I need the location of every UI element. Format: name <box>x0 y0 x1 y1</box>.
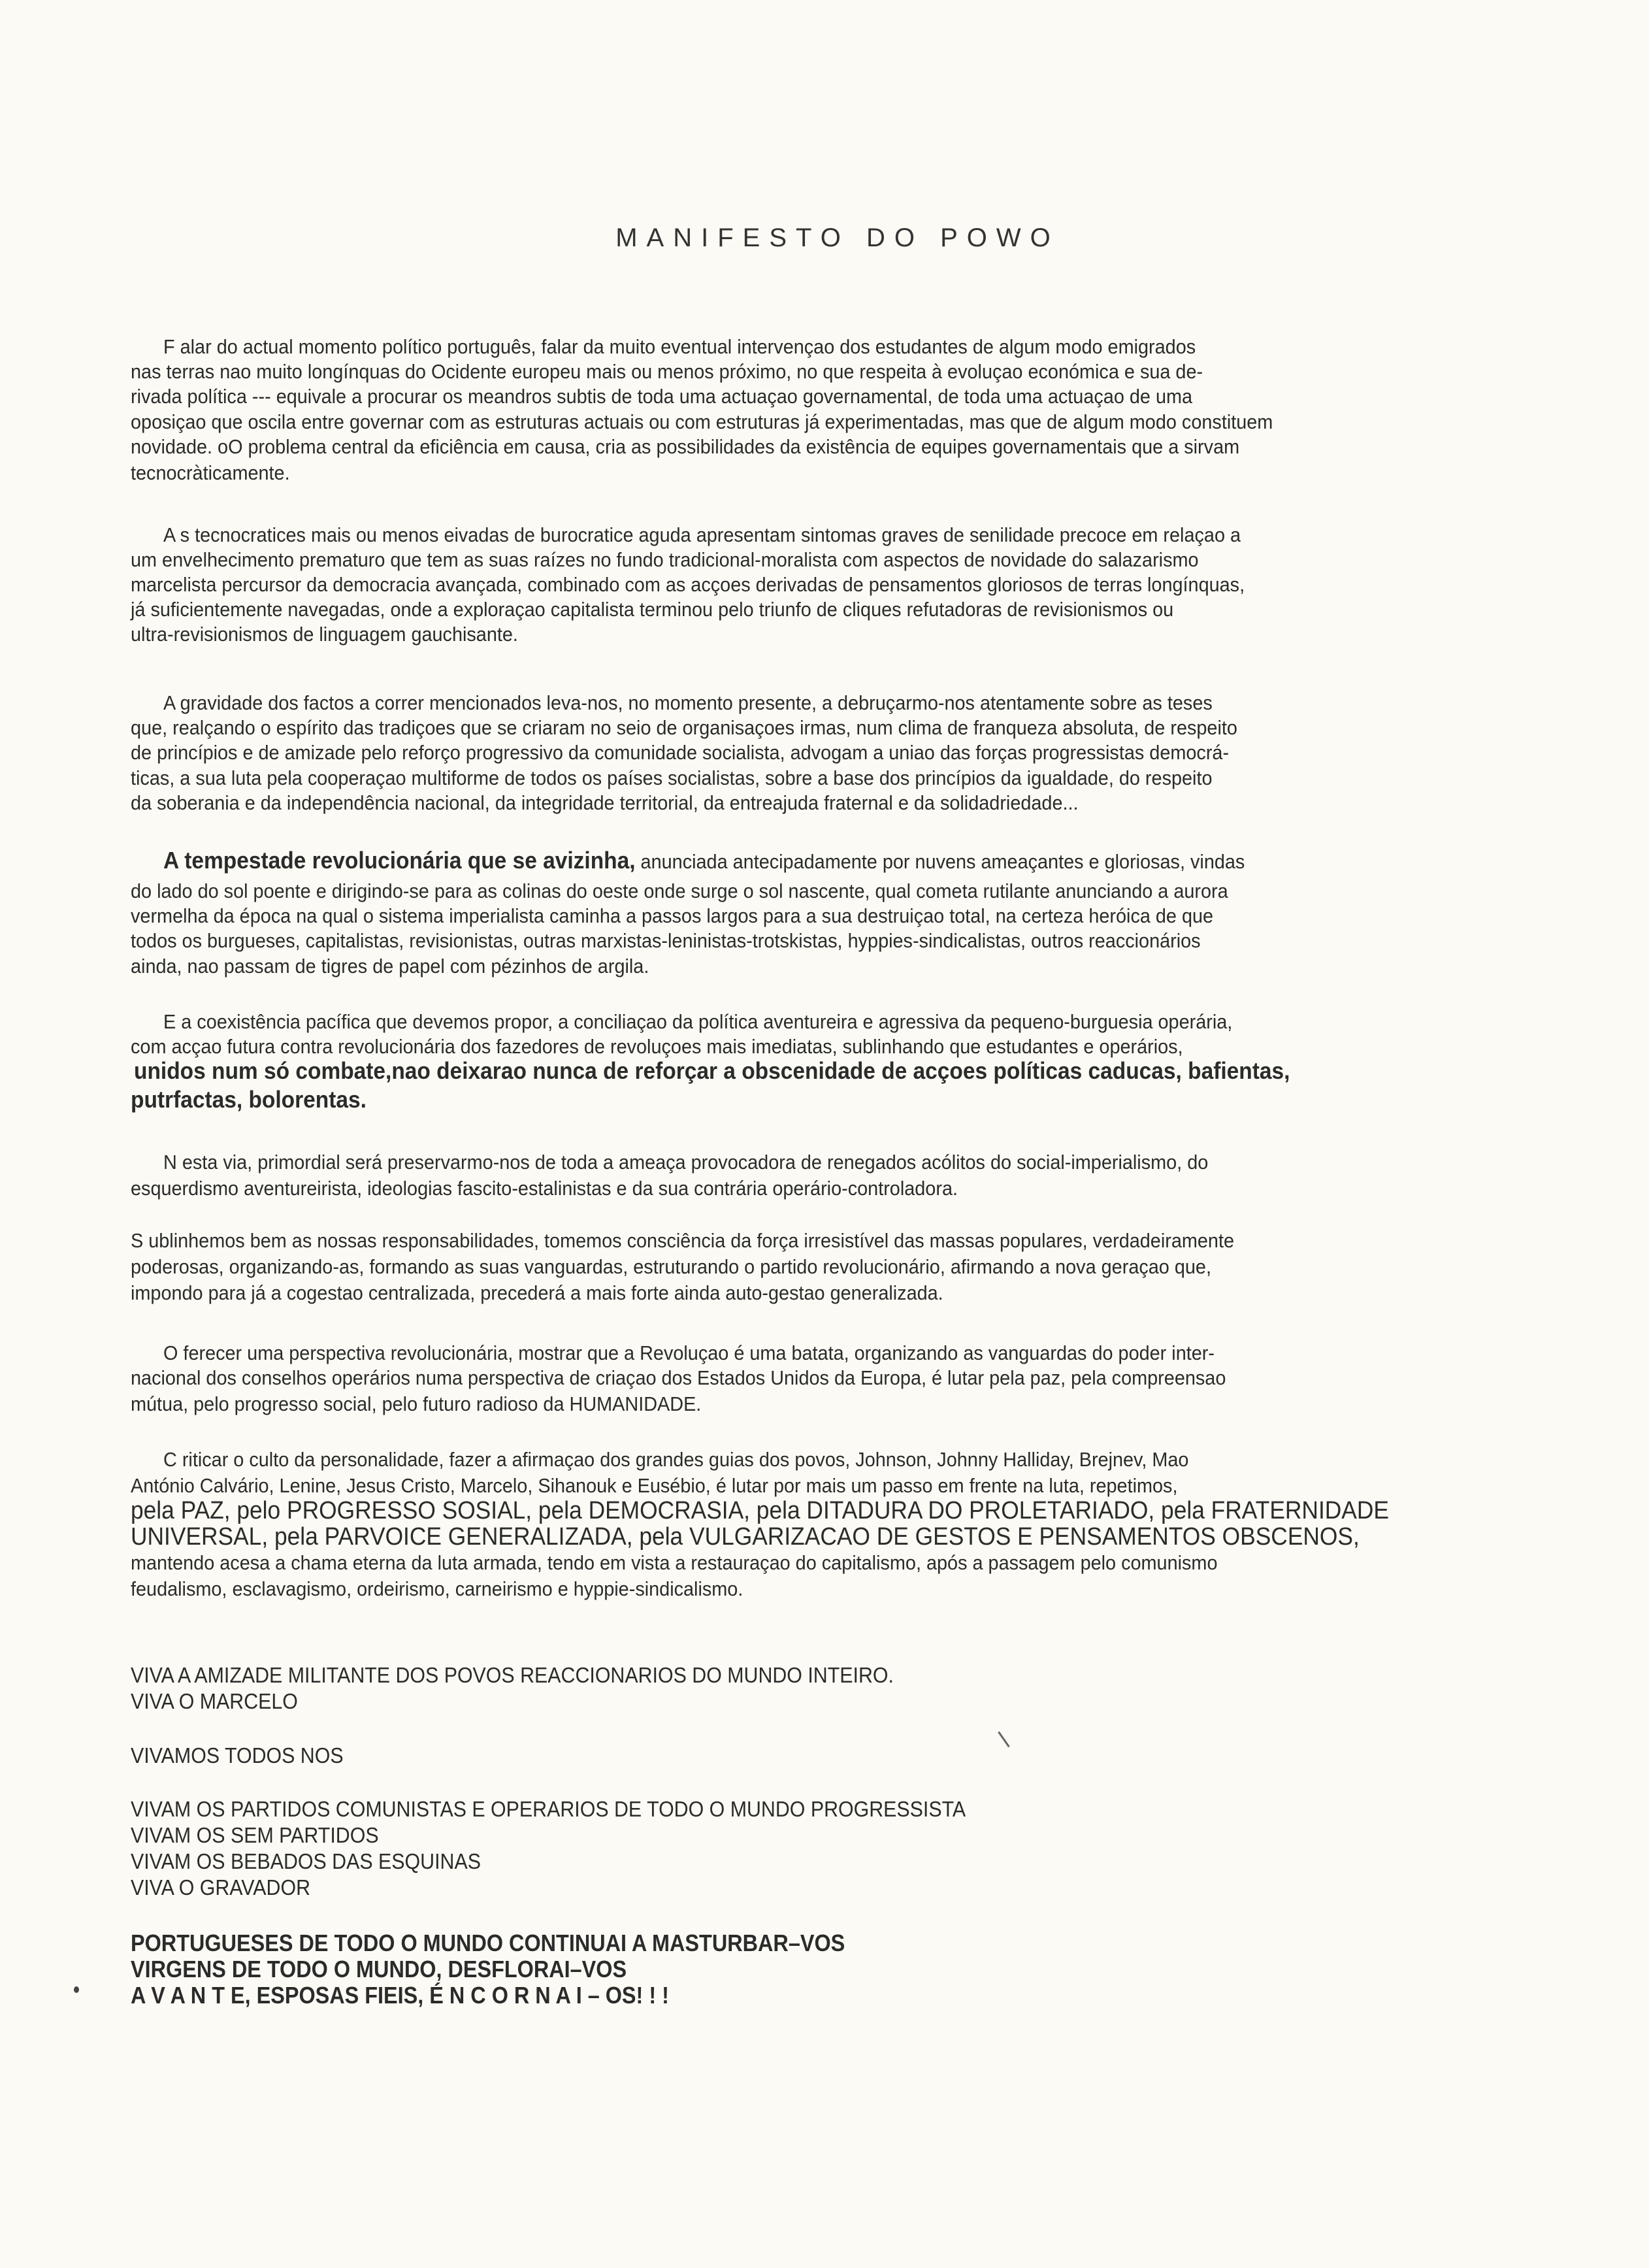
paragraph-6-line-1: N esta via, primordial será preservarmo-nos de toda a ameaça provocadora de renegados acólitos do social-imperialismo, do <box>163 1151 1209 1174</box>
paragraph-4-line-1-rest: anunciada antecipadamente por nuvens ameaçantes e gloriosas, vindas <box>635 850 1245 873</box>
paragraph-5-bold-line-1: unidos num só combate,nao deixarao nunca de reforçar a obscenidade de acçoes políticas caducas, bafientas, <box>134 1057 1290 1084</box>
paragraph-9-line-1: C riticar o culto da personalidade, fazer a afirmaçao dos grandes guias dos povos, Johnson, Johnny Halliday, Brejnev, Mao <box>163 1448 1189 1471</box>
paragraph-4-bold-lead: A tempestade revolucionária que se avizinha, <box>163 847 636 874</box>
paragraph-1-line-5: novidade. oO problema central da eficiência em causa, cria as possibilidades da existência de equipes governamentais que a sirvam <box>131 435 1240 458</box>
paragraph-2-line-2: um envelhecimento prematuro que tem as suas raízes no fundo tradicional-moralista com aspectos de novidade do salazarismo <box>131 548 1199 571</box>
paragraph-9-line-2: António Calvário, Lenine, Jesus Cristo, Marcelo, Sihanouk e Eusébio, é lutar por mais um passo em frente na luta, repetimos, <box>131 1474 1178 1497</box>
paragraph-5-bold-line-2: putrfactas, bolorentas. <box>131 1086 367 1113</box>
ink-scratch <box>998 1732 1010 1748</box>
slogan-4: VIVAM OS PARTIDOS COMUNISTAS E OPERARIOS DE TODO O MUNDO PROGRESSISTA <box>131 1797 966 1821</box>
paragraph-1-line-2: nas terras nao muito longínquas do Ocidente europeu mais ou menos próximo, no que respeita à evoluçao económica e sua de- <box>131 360 1203 383</box>
paragraph-4-line-4: todos os burgueses, capitalistas, revisionistas, outras marxistas-leninistas-trotskistas, hyppies-sindicalistas, outros reaccionários <box>131 929 1201 952</box>
slogan-2: VIVA O MARCELO <box>131 1689 298 1713</box>
paragraph-8-line-1: O ferecer uma perspectiva revolucionária, mostrar que a Revoluçao é uma batata, organizando as vanguardas do poder inter- <box>163 1341 1215 1364</box>
slogan-7: VIVA O GRAVADOR <box>131 1875 310 1899</box>
paragraph-4-line-5: ainda, nao passam de tigres de papel com pézinhos de argila. <box>131 955 649 978</box>
paragraph-1-line-4: oposiçao que oscila entre governar com as estruturas actuais ou com estruturas já experimentadas, mas que de algum modo constituem <box>131 410 1273 433</box>
paragraph-1-line-1: F alar do actual momento político português, falar da muito eventual intervençao dos estudantes de algum modo emigrados <box>163 335 1196 358</box>
slogan-1: VIVA A AMIZADE MILITANTE DOS POVOS REACCIONARIOS DO MUNDO INTEIRO. <box>131 1663 894 1687</box>
document-title: MANIFESTO DO POWO <box>615 223 1060 252</box>
paragraph-5-line-1: E a coexistência pacífica que devemos propor, a conciliaçao da política aventureira e agressiva da pequeno-burguesia operária, <box>163 1010 1233 1033</box>
paragraph-2-line-5: ultra-revisionismos de linguagem gauchisante. <box>131 623 518 646</box>
paragraph-7-line-2: poderosas, organizando-as, formando as suas vanguardas, estruturando o partido revolucionário, afirmando a nova geraçao que, <box>131 1255 1211 1278</box>
paragraph-8-line-2: nacional dos conselhos operários numa perspectiva de criaçao dos Estados Unidos da Europa, é lutar pela paz, pela compreensao <box>131 1366 1226 1389</box>
paragraph-3-line-5: da soberania e da independência nacional, da integridade territorial, da entreajuda fraternal e da solidadriedade... <box>131 791 1079 814</box>
paragraph-9-line-4: UNIVERSAL, pela PARVOICE GENERALIZADA, pela VULGARIZACAO DE GESTOS E PENSAMENTOS OBSCENOS, <box>131 1523 1360 1551</box>
paragraph-2-line-3: marcelista percursor da democracia avançada, combinado com as acçoes derivadas de pensamentos gloriosos de terras longínquas, <box>131 573 1245 596</box>
closing-line-3: A V A N T E, ESPOSAS FIEIS, É N C O R N A I – OS! ! ! <box>131 1982 669 2009</box>
paragraph-9-line-6: feudalismo, esclavagismo, ordeirismo, carneirismo e hyppie-sindicalismo. <box>131 1577 743 1600</box>
slogan-3: VIVAMOS TODOS NOS <box>131 1743 344 1767</box>
closing-line-1: PORTUGUESES DE TODO O MUNDO CONTINUAI A MASTURBAR–VOS <box>131 1930 845 1956</box>
paragraph-3-line-2: que, realçando o espírito das tradiçoes que se criaram no seio de organisaçoes irmas, num clima de franqueza absoluta, de respeito <box>131 716 1237 739</box>
paragraph-3-line-3: de princípios e de amizade pelo reforço progressivo da comunidade socialista, advogam a uniao das forças progressistas democrá- <box>131 741 1230 764</box>
closing-line-2: VIRGENS DE TODO O MUNDO, DESFLORAI–VOS <box>131 1956 627 1982</box>
paragraph-1-line-3: rivada política --- equivale a procurar os meandros subtis de toda uma actuaçao governamental, de toda uma actuaçao de uma <box>131 385 1193 408</box>
paragraph-3-line-1: A gravidade dos factos a correr mencionados leva-nos, no momento presente, a debruçarmo-nos atentamente sobre as teses <box>163 691 1213 714</box>
slogan-6: VIVAM OS BEBADOS DAS ESQUINAS <box>131 1849 481 1873</box>
paragraph-7-line-3: impondo para já a cogestao centralizada, precederá a mais forte ainda auto-gestao generalizada. <box>131 1281 943 1304</box>
paragraph-2-line-4: já suficientemente navegadas, onde a exploraçao capitalista terminou pelo triunfo de cliques refutadoras de revisionismos ou <box>131 598 1174 621</box>
paragraph-6-line-2: esquerdismo aventureirista, ideologias fascito-estalinistas e da sua contrária operário-controladora. <box>131 1177 958 1200</box>
paragraph-9-line-5: mantendo acesa a chama eterna da luta armada, tendo em vista a restauraçao do capitalismo, após a passagem pelo comunismo <box>131 1551 1218 1574</box>
slogan-5: VIVAM OS SEM PARTIDOS <box>131 1823 379 1847</box>
paragraph-9-line-3: pela PAZ, pelo PROGRESSO SOSIAL, pela DEMOCRASIA, pela DITADURA DO PROLETARIADO, pela FRATERNIDADE <box>131 1497 1389 1524</box>
paragraph-5-line-2: com acçao futura contra revolucionária dos fazedores de revoluçoes mais imediatas, sublinhando que estudantes e operários, <box>131 1035 1183 1058</box>
paragraph-3-line-4: ticas, a sua luta pela cooperaçao multiforme de todos os países socialistas, sobre a base dos princípios da igualdade, do respeito <box>131 766 1213 789</box>
paragraph-2-line-1: A s tecnocratices mais ou menos eivadas de burocratice aguda apresentam sintomas graves de senilidade precoce em relaçao a <box>163 523 1241 546</box>
paragraph-8-line-3: mútua, pelo progresso social, pelo futuro radioso da HUMANIDADE. <box>131 1392 702 1415</box>
paragraph-4-line-1 <box>163 848 1245 874</box>
paragraph-4-line-2: do lado do sol poente e dirigindo-se para as colinas do oeste onde surge o sol nascente, qual cometa rutilante anunciando a aurora <box>131 879 1228 902</box>
paragraph-1-line-6: tecnocràticamente. <box>131 461 290 484</box>
paragraph-7-line-1: S ublinhemos bem as nossas responsabilidades, tomemos consciência da força irresistível das massas populares, verdadeiramente <box>131 1229 1235 1252</box>
paragraph-4-line-3: vermelha da época na qual o sistema imperialista caminha a passos largos para a sua destruiçao total, na certeza heróica de que <box>131 904 1214 927</box>
ink-dot <box>74 1986 79 1993</box>
